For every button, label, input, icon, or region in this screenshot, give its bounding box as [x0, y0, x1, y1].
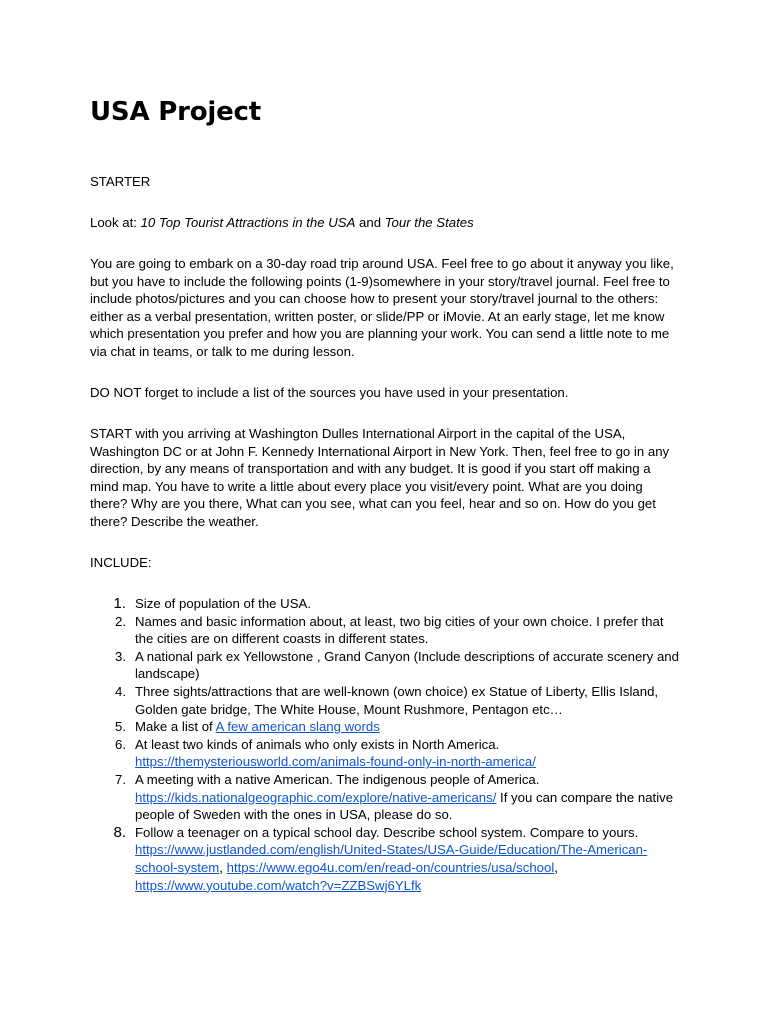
list-item-text-after: If you can compare the native people of Sweden with the ones in USA, please do so.	[135, 789, 674, 823]
list-number: 7.	[115, 771, 126, 787]
look-at-line	[90, 214, 680, 232]
ego4u-school-link[interactable]: https://www.ego4u.com/en/read-on/countries/usa/school	[226, 859, 555, 875]
list-item	[90, 613, 680, 648]
list-item	[90, 824, 680, 894]
school-system-link[interactable]: https://www.justlanded.com/english/United-States/USA-Guide/Education/The-American-school-system	[135, 842, 648, 875]
look-at-item-1: 10 Top Tourist Attractions in the USA	[140, 215, 356, 230]
list-item	[90, 683, 680, 718]
list-number: 2.	[115, 613, 126, 629]
starter-heading: STARTER	[90, 174, 151, 189]
youtube-link[interactable]: https://www.youtube.com/watch?v=ZZBSwj6YLfk	[135, 877, 422, 893]
list-item-text: Make a list of	[135, 719, 216, 735]
list-number: 8.	[113, 823, 126, 841]
list-item-text: Follow a teenager on a typical school day. Describe school system. Compare to yours.	[135, 824, 639, 840]
look-at-prefix: Look at:	[90, 215, 141, 230]
link-separator: ,	[554, 859, 558, 875]
list-item	[90, 736, 680, 771]
list-number: 5.	[115, 719, 126, 735]
start-paragraph: START with you arriving at Washington Dulles International Airport in the capital of the USA, Washington DC or at John F. Kennedy International Airport in New York. Then, feel free to go in any direction, by any means of transportation and with any budget. It is good if you start off making a mind map. You have to write a little about every place you visit/every point. What are you doing there? Why are you there, What can you see, what can you feel, hear and so on. How do you get there? Describe the weather.	[90, 426, 670, 529]
list-number: 4.	[115, 683, 126, 699]
native-americans-link[interactable]: https://kids.nationalgeographic.com/explore/native-americans/	[135, 789, 497, 805]
list-number: 6.	[115, 736, 126, 752]
list-item-text: Size of population of the USA.	[135, 596, 311, 611]
sources-reminder: DO NOT forget to include a list of the sources you have used in your presentation.	[90, 385, 569, 400]
intro-paragraph: You are going to embark on a 30-day road trip around USA. Feel free to go about it anyway you like, but you have to include the following points (1-9)somewhere in your story/travel journal. Feel free to include photos/pictures and you can choose how to present your story/travel journal to the others: either as a verbal presentation, written poster, or slide/PP or iMovie. At an early stage, let me know which presentation you prefer and how you are planning your work. You can send a little note to me via chat in teams, or talk to me during lesson.	[90, 256, 674, 359]
list-item	[90, 771, 680, 824]
look-at-item-2: Tour the States	[384, 215, 474, 230]
animals-link[interactable]: https://themysteriousworld.com/animals-found-only-in-north-america/	[135, 754, 536, 770]
list-item-text: Three sights/attractions that are well-known (own choice) ex Statue of Liberty, Ellis Island, Golden gate bridge, The White House, Mount Rushmore, Pentagon etc…	[135, 683, 659, 717]
list-item	[90, 718, 680, 736]
include-heading: INCLUDE:	[90, 555, 152, 570]
list-item-text: A national park ex Yellowstone , Grand Canyon (Include descriptions of accurate scenery and landscape)	[135, 648, 679, 682]
slang-words-link[interactable]: A few american slang words	[215, 719, 380, 735]
page-title: USA Project	[90, 97, 261, 127]
list-item	[90, 595, 680, 613]
list-item-text: Names and basic information about, at least, two big cities of your own choice. I prefer that the cities are on different coasts in different states.	[135, 613, 664, 647]
list-item-text: At least two kinds of animals who only exists in North America.	[135, 736, 500, 752]
look-at-and: and	[355, 215, 385, 230]
include-list	[90, 595, 680, 894]
link-separator: ,	[219, 859, 227, 875]
list-item	[90, 648, 680, 683]
list-number: 3.	[115, 648, 126, 664]
list-number: 1.	[113, 595, 126, 612]
list-item-text: A meeting with a native American. The indigenous people of America.	[135, 771, 540, 787]
